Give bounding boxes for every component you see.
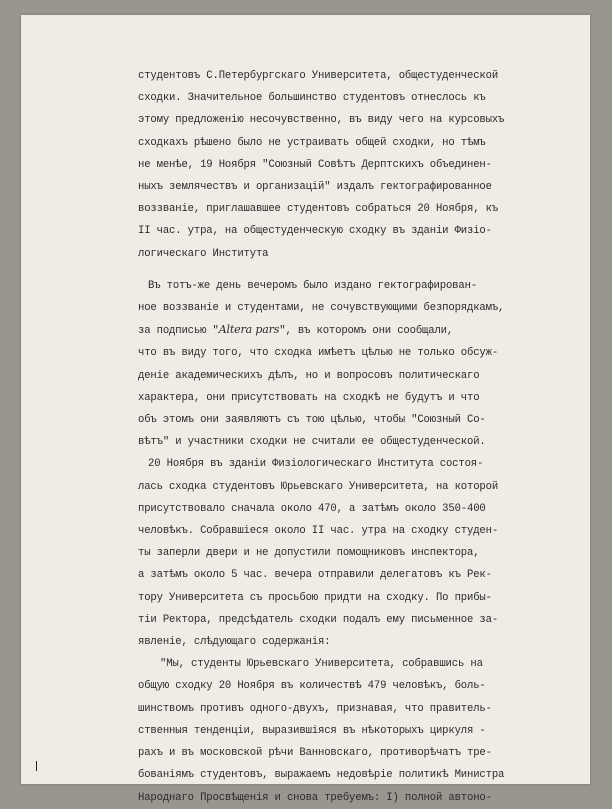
text-line: воззваніе, приглашавшее студентовъ собраться 20 Ноября, къ xyxy=(138,203,499,216)
text-line: вѣтъ" и участники сходки не считали ее общестуденческой. xyxy=(138,436,486,449)
text-line: явленіе, слѣдующаго содержанія: xyxy=(138,636,331,649)
text-line: бованіямъ студентовъ, выражаемъ недовѣріе политикѣ Министра xyxy=(138,769,505,782)
text-line: ныхъ землячествъ и организацій" издалъ гектографированное xyxy=(138,181,492,194)
text-line: шинствомъ противъ одного-двухъ, признавая, что правитель- xyxy=(138,702,492,715)
text-line: студентовъ С.Петербургскаго Университета, общестуденческой xyxy=(138,70,499,82)
text-line: сходкахъ рѣшено было не устраивать общей сходки, но тѣмъ xyxy=(138,136,486,149)
text-line: характера, они присутствовать на сходкѣ не будутъ и что xyxy=(138,391,480,404)
text-line xyxy=(138,319,538,342)
text-line: не менѣе, 19 Ноября "Союзный Совѣтъ Дерптскихъ объединен- xyxy=(138,158,492,171)
text-line: "Мы, студенты Юрьевскаго Университета, собравшись на xyxy=(160,658,483,671)
text-line: Народнаго Просвѣщенія и снова требуемъ: I) полной автоно- xyxy=(138,791,492,804)
handwritten-signature: Altera pars xyxy=(218,323,280,337)
text-fragment: за подписью " xyxy=(138,325,219,338)
text-line: II час. утра, на общестуденческую сходку въ зданіи Физіо- xyxy=(138,225,492,238)
margin-mark xyxy=(36,761,37,771)
text-line: объ этомъ они заявляютъ съ тою цѣлью, чтобы "Союзный Со- xyxy=(138,414,486,427)
text-line: этому предложенію несочувственно, въ виду чего на курсовыхъ xyxy=(138,114,505,127)
text-line: что въ виду того, что сходка имѣетъ цѣлью не только обсуж- xyxy=(138,347,499,360)
text-line: ное воззваніе и студентами, не сочувствующими безпорядкамъ, xyxy=(138,302,505,315)
text-fragment: ", въ которомъ они сообщали, xyxy=(279,325,454,338)
text-line: человѣкъ. Собравшіеся около II час. утра на сходку студен- xyxy=(138,525,499,538)
text-line: деніе академическихъ дѣлъ, но и вопросовъ политическаго xyxy=(138,369,480,382)
text-line: ты заперли двери и не допустили помощниковъ инспектора, xyxy=(138,547,480,560)
text-line: сходки. Значительное большинство студентовъ отнеслось къ xyxy=(138,92,486,105)
document-body xyxy=(138,65,538,809)
text-line: лась сходка студентовъ Юрьевскаго Университета, на которой xyxy=(138,480,499,493)
text-line: логическаго Института xyxy=(138,247,269,260)
text-line: рахъ и въ московской рѣчи Ванновскаго, противорѣчатъ тре- xyxy=(138,747,492,760)
text-line: присутствовало сначала около 470, а затѣмъ около 350-400 xyxy=(138,502,486,515)
text-line: 20 Ноября въ зданіи Физіологическаго Института состоя- xyxy=(148,458,484,471)
text-line: а затѣмъ около 5 час. вечера отправили делегатовъ къ Рек- xyxy=(138,569,492,582)
text-line: Въ тотъ-же день вечеромъ было издано гектографирован- xyxy=(148,279,477,292)
text-line: ственныя тенденціи, выразившіяся въ нѣкоторыхъ циркуля - xyxy=(138,724,486,737)
text-line: общую сходку 20 Ноября въ количествѣ 479 человѣкъ, боль- xyxy=(138,680,486,693)
text-line: тору Университета съ просьбою придти на сходку. По прибы- xyxy=(138,591,492,604)
text-line: тіи Ректора, предсѣдатель сходки подалъ ему письменное за- xyxy=(138,613,499,626)
